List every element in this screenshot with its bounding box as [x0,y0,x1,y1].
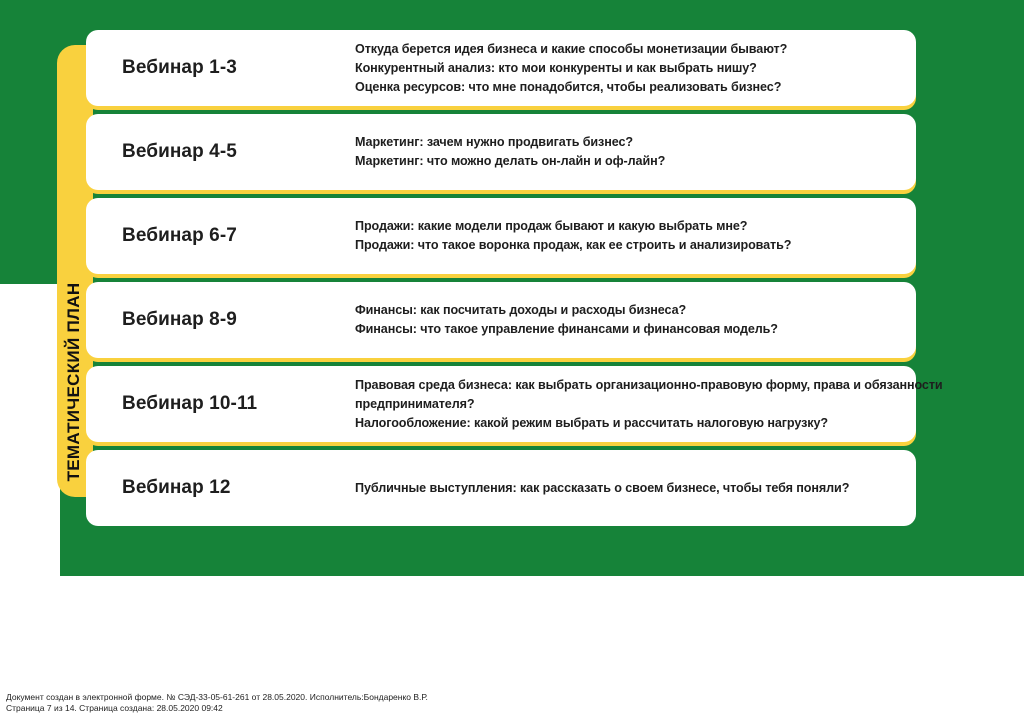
webinar-title: Вебинар 12 [122,477,231,498]
topic-line: Откуда берется идея бизнеса и какие способы монетизации бывают? [355,41,788,56]
webinar-title: Вебинар 6-7 [122,225,237,246]
topic-line: предпринимателя? [355,396,475,411]
topic-line: Конкурентный анализ: кто мои конкуренты и как выбрать нишу? [355,60,757,75]
side-title: ТЕМАТИЧЕСКИЙ ПЛАН [64,282,83,482]
topic-line: Публичные выступления: как рассказать о своем бизнесе, чтобы тебя поняли? [355,480,850,495]
webinar-topics [355,30,905,106]
webinar-topics [355,450,905,526]
webinar-card [86,450,916,526]
webinar-card [86,198,916,274]
webinar-topics [355,366,943,442]
webinar-title: Вебинар 4-5 [122,141,237,162]
webinar-list [86,30,943,534]
document-footer [6,692,428,714]
webinar-title: Вебинар 8-9 [122,309,237,330]
footer-line: Страница 7 из 14. Страница создана: 28.05.2020 09:42 [6,703,223,713]
topic-line: Налогообложение: какой режим выбрать и рассчитать налоговую нагрузку? [355,415,828,430]
topic-line: Финансы: что такое управление финансами и финансовая модель? [355,322,778,336]
topic-line: Продажи: что такое воронка продаж, как ее строить и анализировать? [355,238,792,252]
webinar-topics [355,198,905,274]
topic-line: Финансы: как посчитать доходы и расходы бизнеса? [355,303,687,317]
webinar-topics [355,282,905,358]
webinar-title: Вебинар 1-3 [122,57,237,78]
topic-line: Оценка ресурсов: что мне понадобится, чтобы реализовать бизнес? [355,79,782,94]
webinar-title: Вебинар 10-11 [122,393,258,414]
webinar-card [86,114,916,190]
footer-line: Документ создан в электронной форме. № СЭД-33-05-61-261 от 28.05.2020. Исполнитель:Бондаренко В.Р. [6,692,428,702]
topic-line: Маркетинг: зачем нужно продвигать бизнес? [355,135,633,149]
topic-line: Правовая среда бизнеса: как выбрать организационно-правовую форму, права и обязанности [355,377,943,392]
webinar-card [86,30,916,106]
topic-line: Маркетинг: что можно делать он-лайн и оф-лайн? [355,154,666,168]
topic-line: Продажи: какие модели продаж бывают и какую выбрать мне? [355,219,748,233]
webinar-card [86,282,916,358]
left-white-strip [0,284,60,576]
webinar-card [86,366,943,442]
webinar-topics [355,114,905,190]
